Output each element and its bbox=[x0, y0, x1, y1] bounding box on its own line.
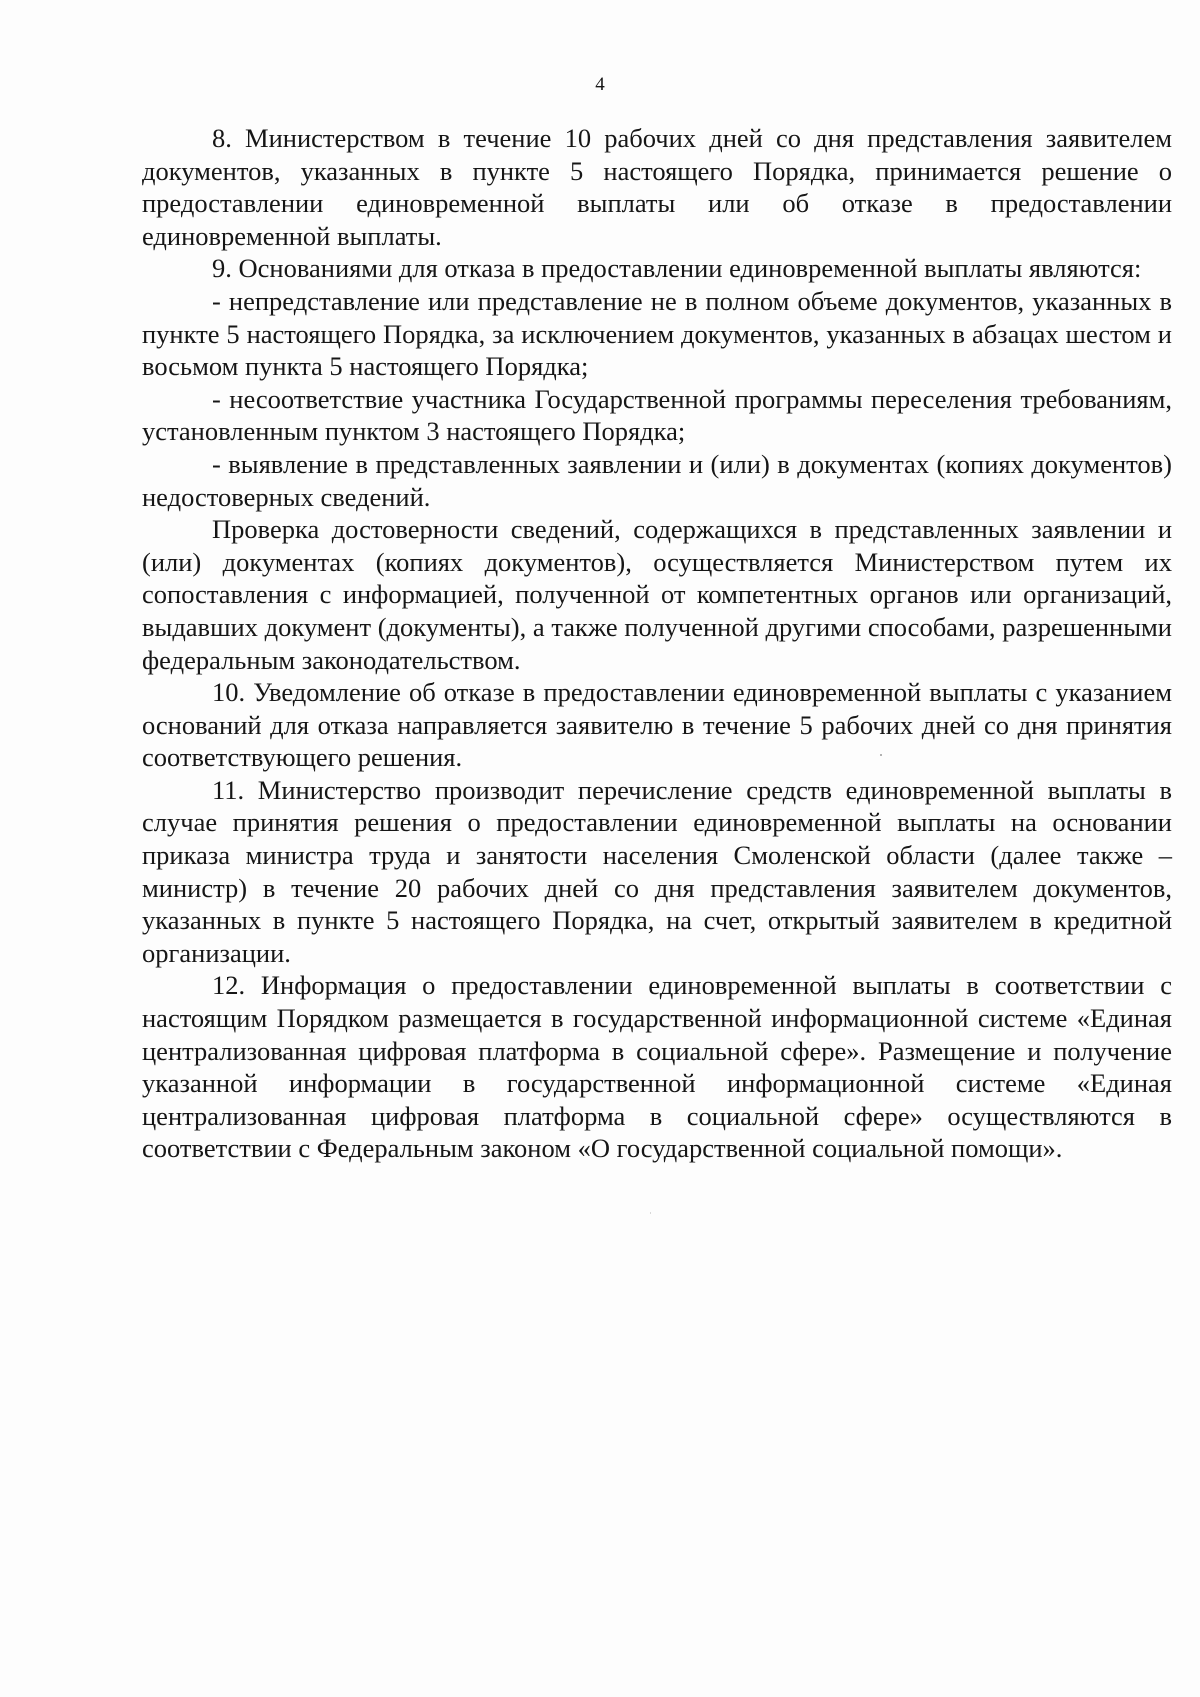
paragraph-ground-3: - выявление в представленных заявлении и (или) в документах (копиях документов) недостоверных сведений. bbox=[142, 448, 1172, 512]
paragraph-item-11: 11. Министерство производит перечисление средств единовременной выплаты в случае принятия решения о предоставлении единовременной выплаты на основании приказа министра труда и занятости населения Смоленской области (далее также – министр) в течение 20 рабочих дней со дня представления заявителем документов, указанных в пункте 5 настоящего Порядка, на счет, открытый заявителем в кредитной организации. bbox=[142, 774, 1172, 968]
paragraph-item-10: 10. Уведомление об отказе в предоставлении единовременной выплаты с указанием оснований для отказа направляется заявителю в течение 5 рабочих дней со дня принятия соответствующего решения. bbox=[142, 677, 1172, 773]
scan-speck bbox=[880, 754, 882, 756]
paragraph-ground-1: - непредставление или представление не в полном объеме документов, указанных в пункте 5 настоящего Порядка, за исключением документов, указанных в абзацах шестом и восьмом пункта 5 настоящего Порядка; bbox=[142, 285, 1172, 382]
paragraph-ground-2: - несоответствие участника Государственной программы переселения требованиям, установленным пунктом 3 настоящего Порядка; bbox=[142, 383, 1172, 447]
paragraph-verification: Проверка достоверности сведений, содержащихся в представленных заявлении и (или) документах (копиях документов), осуществляется Министерством путем их сопоставления с информацией, полученной от компетентных органов или организаций, выдавших документ (документы), а также полученной другими способами, разрешенными федеральным законодательством. bbox=[142, 514, 1172, 675]
paragraph-item-9: 9. Основаниями для отказа в предоставлении единовременной выплаты являются: bbox=[212, 253, 1142, 284]
page-number: 4 bbox=[595, 74, 605, 95]
paragraph-item-12: 12. Информация о предоставлении единовременной выплаты в соответствии с настоящим Порядком размещается в государственной информационной системе «Единая централизованная цифровая платформа в социальной сфере». Размещение и получение указанной информации в государственной информационной системе «Единая централизованная цифровая платформа в социальной сфере» осуществляются в соответствии с Федеральным законом «О государственной социальной помощи». bbox=[142, 970, 1172, 1164]
document-body bbox=[142, 122, 1172, 1165]
paragraph-item-8: 8. Министерством в течение 10 рабочих дней со дня представления заявителем документов, указанных в пункте 5 настоящего Порядка, принимается решение о предоставлении единовременной выплаты или об отказе в предоставлении единовременной выплаты. bbox=[142, 123, 1172, 251]
scan-speck bbox=[650, 1212, 651, 1214]
